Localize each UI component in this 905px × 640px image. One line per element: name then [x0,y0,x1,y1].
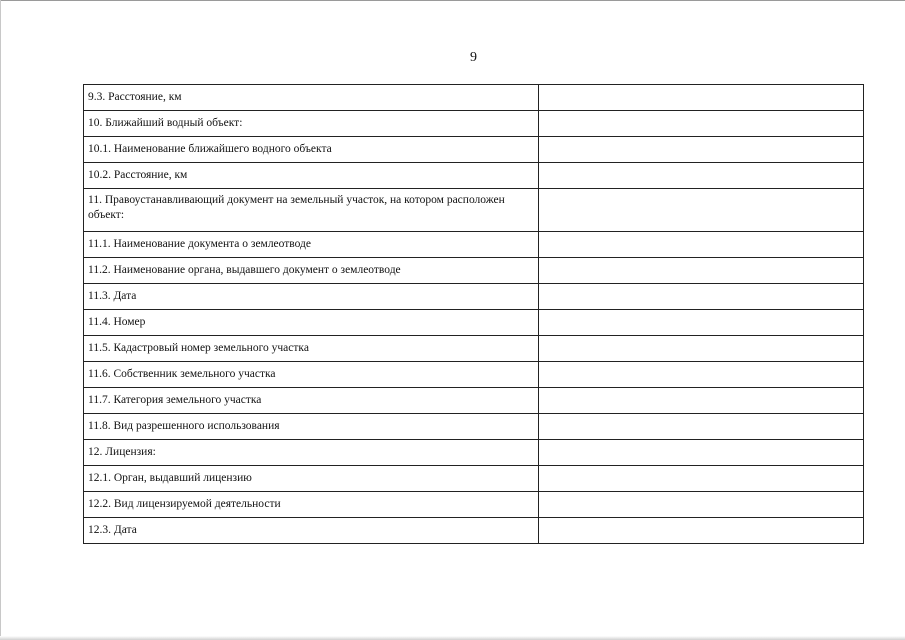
table-row [84,232,864,258]
table-row [84,518,864,544]
table-row [84,189,864,232]
field-label: 11.2. Наименование органа, выдавшего документ о землеотводе [84,258,539,284]
table-row [84,137,864,163]
field-label: 10. Ближайший водный объект: [84,111,539,137]
field-value [539,440,864,466]
field-value [539,137,864,163]
field-label: 10.1. Наименование ближайшего водного объекта [84,137,539,163]
field-value [539,111,864,137]
field-value [539,518,864,544]
field-value [539,388,864,414]
table-row [84,310,864,336]
table-row [84,163,864,189]
table-row [84,336,864,362]
table-row [84,388,864,414]
field-label: 11.3. Дата [84,284,539,310]
table-row [84,414,864,440]
field-label: 11.1. Наименование документа о землеотводе [84,232,539,258]
field-label: 12.3. Дата [84,518,539,544]
field-label: 10.2. Расстояние, км [84,163,539,189]
table-row [84,492,864,518]
field-label: 11.7. Категория земельного участка [84,388,539,414]
field-value [539,232,864,258]
table-row [84,258,864,284]
field-value [539,466,864,492]
scan-edge-left [0,0,1,640]
field-value [539,414,864,440]
field-label: 11. Правоустанавливающий документ на земельный участок, на котором расположен объект: [84,189,539,232]
form-table-body [84,85,864,544]
field-value [539,284,864,310]
field-label: 9.3. Расстояние, км [84,85,539,111]
field-label: 11.5. Кадастровый номер земельного участка [84,336,539,362]
field-label: 11.8. Вид разрешенного использования [84,414,539,440]
field-label: 12.1. Орган, выдавший лицензию [84,466,539,492]
form-table [83,84,864,544]
field-value [539,163,864,189]
field-label: 12. Лицензия: [84,440,539,466]
field-value [539,189,864,232]
table-row [84,362,864,388]
field-value [539,85,864,111]
scan-edge-top [0,0,905,1]
table-row [84,111,864,137]
field-value [539,492,864,518]
field-label: 11.6. Собственник земельного участка [84,362,539,388]
field-label: 12.2. Вид лицензируемой деятельности [84,492,539,518]
field-label: 11.4. Номер [84,310,539,336]
field-value [539,310,864,336]
field-value [539,258,864,284]
table-row [84,440,864,466]
table-row [84,284,864,310]
field-value [539,336,864,362]
field-value [539,362,864,388]
page-number: 9 [470,50,477,65]
scan-edge-bottom [0,636,905,640]
table-row [84,466,864,492]
table-row [84,85,864,111]
